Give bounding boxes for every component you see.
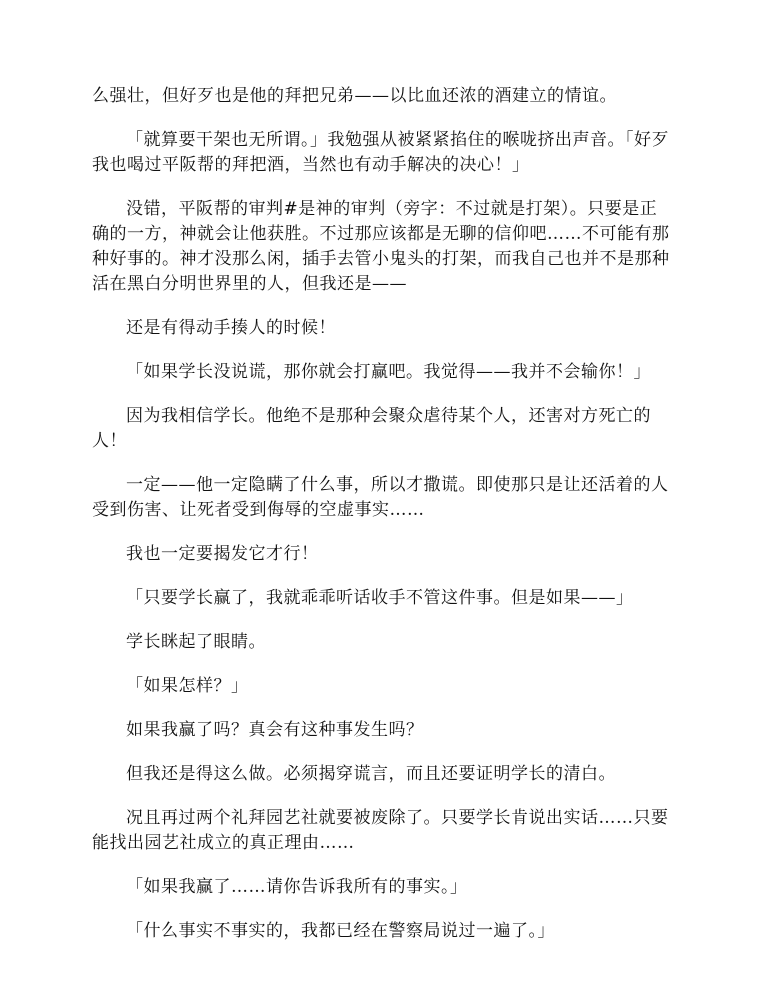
- paragraph: 况且再过两个礼拜园艺社就要被废除了。只要学长肯说出实话……只要能找出园艺社成立的真正理由……: [92, 808, 669, 853]
- paragraph: 因为我相信学长。他绝不是那种会聚众虐待某个人，还害对方死亡的人！: [92, 406, 651, 451]
- paragraph: 学长眯起了眼睛。: [126, 632, 266, 652]
- paragraph: 我也一定要揭发它才行！: [126, 544, 319, 564]
- text-body: [92, 84, 672, 963]
- paragraph: 如果我赢了吗？真会有这种事发生吗？: [126, 720, 424, 740]
- paragraph: 「如果我赢了……请你告诉我所有的事实。」: [126, 877, 468, 897]
- paragraph: 但我还是得这么做。必须揭穿谎言，而且还要证明学长的清白。: [126, 764, 616, 784]
- paragraph: 「如果学长没说谎，那你就会打赢吧。我觉得——我并不会输你！」: [126, 362, 651, 382]
- paragraph: 「只要学长赢了，我就乖乖听话收手不管这件事。但是如果——」: [126, 588, 634, 608]
- paragraph: 么强壮，但好歹也是他的拜把兄弟——以比血还浓的酒建立的情谊。: [92, 86, 617, 106]
- paragraph: 「如果怎样？」: [126, 676, 249, 696]
- paragraph: 「什么事实不事实的，我都已经在警察局说过一遍了。」: [126, 921, 555, 941]
- paragraph: 「就算要干架也无所谓。」我勉强从被紧紧掐住的喉咙挤出声音。「好歹我也喝过平阪帮的拜把酒，当然也有动手解决的决心！」: [92, 130, 669, 175]
- paragraph: 没错，平阪帮的审判#是神的审判（旁字：不过就是打架）。只要是正确的一方，神就会让他获胜。不过那应该都是无聊的信仰吧……不可能有那种好事的。神才没那么闲，插手去管小鬼头的打架，而我自己也并不是那种活在黑白分明世界里的人，但我还是——: [92, 199, 670, 294]
- paragraph: 一定——他一定隐瞒了什么事，所以才撒谎。即使那只是让还活着的人受到伤害、让死者受到侮辱的空虚事实……: [92, 475, 669, 520]
- paragraph: 还是有得动手揍人的时候！: [126, 318, 336, 338]
